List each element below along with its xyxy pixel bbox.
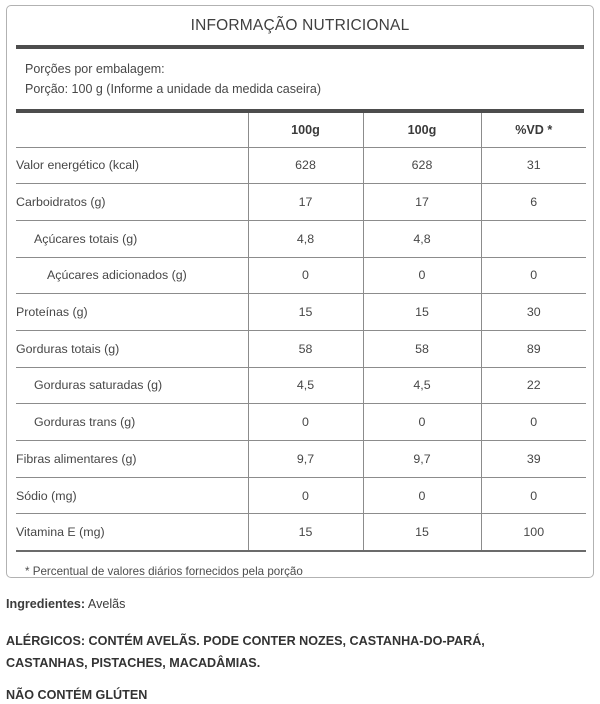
nutrient-amount-2: 628 <box>363 147 481 184</box>
nutrient-amount-1: 17 <box>248 184 363 221</box>
nutrient-amount-1: 0 <box>248 477 363 514</box>
nutrient-name: Valor energético (kcal) <box>16 147 248 184</box>
table-row <box>16 330 586 367</box>
nutrient-amount-2: 15 <box>363 294 481 331</box>
ingredients-line <box>6 596 594 612</box>
daily-value-footnote: * Percentual de valores diários fornecidos pela porção <box>25 565 303 578</box>
nutrient-amount-2: 0 <box>363 404 481 441</box>
nutrient-daily-value: 22 <box>481 367 586 404</box>
table-row <box>16 184 586 221</box>
table-body <box>16 147 586 551</box>
ingredients-value: Avelãs <box>87 597 126 611</box>
nutrient-amount-2: 58 <box>363 330 481 367</box>
table-header <box>16 113 586 148</box>
table-row <box>16 294 586 331</box>
nutrition-facts-card <box>6 5 594 578</box>
nutrient-amount-2: 0 <box>363 477 481 514</box>
nutrient-amount-1: 0 <box>248 404 363 441</box>
gluten-statement: NÃO CONTÉM GLÚTEN <box>6 687 148 702</box>
portions-per-package-text: Porções por embalagem: <box>25 62 165 76</box>
nutrient-amount-2: 9,7 <box>363 441 481 478</box>
nutrient-name: Carboidratos (g) <box>16 184 248 221</box>
nutrient-amount-1: 628 <box>248 147 363 184</box>
nutrient-name: Açúcares adicionados (g) <box>16 257 248 294</box>
table-row <box>16 257 586 294</box>
nutrient-name: Gorduras trans (g) <box>16 404 248 441</box>
nutrient-name: Gorduras totais (g) <box>16 330 248 367</box>
table-row <box>16 220 586 257</box>
nutrient-daily-value: 89 <box>481 330 586 367</box>
table-row <box>16 477 586 514</box>
nutrient-name: Fibras alimentares (g) <box>16 441 248 478</box>
nutrient-amount-1: 58 <box>248 330 363 367</box>
portion-info <box>7 49 593 109</box>
nutrient-daily-value: 0 <box>481 477 586 514</box>
column-header-amount-2: 100g <box>363 113 481 148</box>
nutrient-daily-value: 0 <box>481 257 586 294</box>
nutrient-amount-2: 15 <box>363 514 481 551</box>
nutrient-name: Açúcares totais (g) <box>16 220 248 257</box>
nutrient-name: Vitamina E (mg) <box>16 514 248 551</box>
nutrient-amount-2: 17 <box>363 184 481 221</box>
portion-size-text: Porção: 100 g (Informe a unidade da medida caseira) <box>25 82 322 97</box>
column-header-amount-1: 100g <box>248 113 363 148</box>
allergen-warning: ALÉRGICOS: CONTÉM AVELÃS. PODE CONTER NOZES, CASTANHA-DO-PARÁ, CASTANHAS, PISTACHES, MACADÂMIAS. <box>6 634 485 671</box>
nutrient-name: Proteínas (g) <box>16 294 248 331</box>
nutrient-daily-value: 30 <box>481 294 586 331</box>
nutrient-name: Sódio (mg) <box>16 477 248 514</box>
page-title: INFORMAÇÃO NUTRICIONAL <box>190 17 410 34</box>
table-header-row <box>16 113 586 148</box>
nutrient-amount-2: 4,8 <box>363 220 481 257</box>
nutrient-amount-1: 4,8 <box>248 220 363 257</box>
column-header-nutrient <box>16 113 248 148</box>
nutrient-amount-1: 4,5 <box>248 367 363 404</box>
nutrient-name: Gorduras saturadas (g) <box>16 367 248 404</box>
nutrient-amount-2: 0 <box>363 257 481 294</box>
nutrient-daily-value: 100 <box>481 514 586 551</box>
table-row <box>16 367 586 404</box>
nutrition-table <box>16 113 586 553</box>
table-row <box>16 514 586 551</box>
nutrient-amount-1: 15 <box>248 514 363 551</box>
below-card-info <box>6 596 594 703</box>
nutrient-daily-value <box>481 220 586 257</box>
nutrient-daily-value: 39 <box>481 441 586 478</box>
nutrient-daily-value: 0 <box>481 404 586 441</box>
column-header-daily-value: %VD * <box>481 113 586 148</box>
nutrient-amount-1: 9,7 <box>248 441 363 478</box>
nutrient-amount-2: 4,5 <box>363 367 481 404</box>
nutrient-daily-value: 6 <box>481 184 586 221</box>
ingredients-label: Ingredientes: <box>6 597 86 611</box>
nutrient-amount-1: 15 <box>248 294 363 331</box>
nutrient-daily-value: 31 <box>481 147 586 184</box>
table-row <box>16 404 586 441</box>
nutrient-amount-1: 0 <box>248 257 363 294</box>
table-row <box>16 441 586 478</box>
table-row <box>16 147 586 184</box>
